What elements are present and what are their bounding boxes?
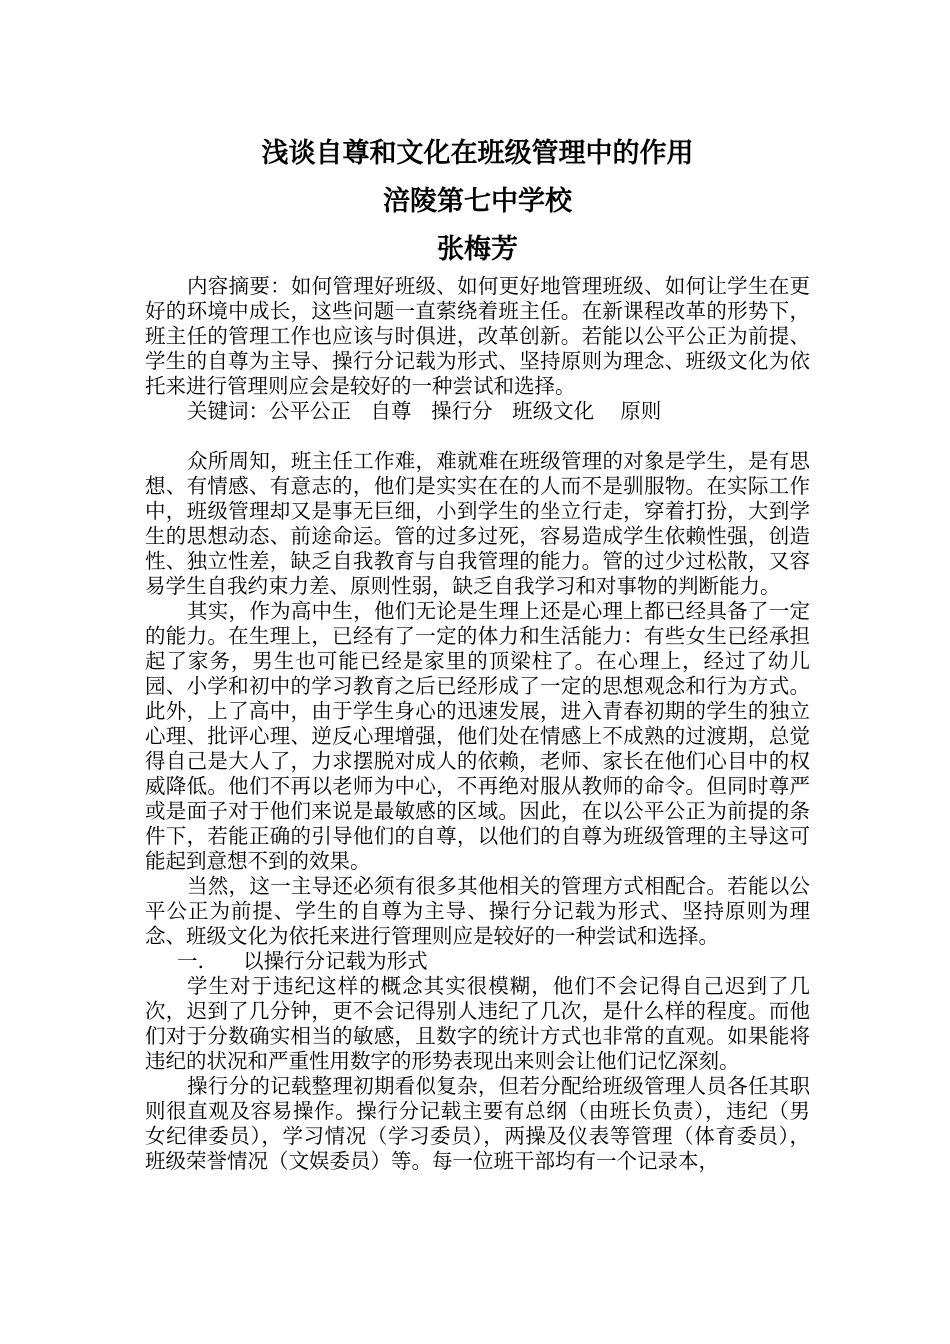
blank-line: [145, 424, 810, 449]
keywords-line: 关键词：公平公正 自尊 操行分 班级文化 原则: [187, 399, 662, 423]
document-page: [145, 130, 810, 1174]
body-paragraph-1: 众所周知，班主任工作难，难就难在班级管理的对象是学生，是有思想、有情感、有意志的，他们是实实在在的人而不是驯服物。在实际工作中，班级管理却又是事无巨细，小到学生的坐立行走，穿着打扮，大到学生的思想动态、前途命运。管的过多过死，容易造成学生依赖性强，创造性、独立性差，缺乏自我教育与自我管理的能力。管的过少过松散，又容易学生自我约束力差、原则性弱，缺乏自我学习和对事物的判断能力。: [145, 449, 810, 598]
section-heading-1: 一. 以操行分记载为形式: [177, 949, 428, 973]
body-paragraph-3: 当然，这一主导还必须有很多其他相关的管理方式相配合。若能以公平公正为前提、学生的自尊为主导、操行分记载为形式、坚持原则为理念、班级文化为依托来进行管理则应是较好的一种尝试和选择。: [145, 874, 810, 948]
author-name: 张梅芳: [437, 234, 518, 265]
body-paragraph-2: 其实，作为高中生，他们无论是生理上还是心理上都已经具备了一定的能力。在生理上，已经有了一定的体力和生活能力：有些女生已经承担起了家务，男生也可能已经是家里的顶梁柱了。在心理上，经过了幼儿园、小学和初中的学习教育之后已经形成了一定的思想观念和行为方式。此外，上了高中，由于学生身心的迅速发展，进入青春初期的学生的独立心理、批评心理、逆反心理增强，他们处在情感上不成熟的过渡期，总觉得自己是大人了，力求摆脱对成人的依赖，老师、家长在他们心目中的权威降低。他们不再以老师为中心，不再绝对服从教师的命令。但同时尊严或是面子对于他们来说是最敏感的区域。因此，在以公平公正为前提的条件下，若能正确的引导他们的自尊，以他们的自尊为班级管理的主导这可能起到意想不到的效果。: [145, 599, 810, 873]
document-title: 浅谈自尊和文化在班级管理中的作用: [261, 138, 694, 169]
abstract-paragraph: 内容摘要：如何管理好班级、如何更好地管理班级、如何让学生在更好的环境中成长，这些问题一直萦绕着班主任。在新课程改革的形势下，班主任的管理工作也应该与时俱进，改革创新。若能以公平公正为前提、学生的自尊为主导、操行分记载为形式、坚持原则为理念、班级文化为依托来进行管理则应会是较好的一种尝试和选择。: [145, 274, 810, 398]
section-1-paragraph-1: 学生对于违纪这样的概念其实很模糊，他们不会记得自己迟到了几次，迟到了几分钟，更不会记得别人违纪了几次，是什么样的程度。而他们对于分数确实相当的敏感，且数字的统计方式也非常的直观。如果能将违纪的状况和严重性用数字的形势表现出来则会让他们记忆深刻。: [145, 974, 810, 1073]
section-1-paragraph-2: 操行分的记载整理初期看似复杂，但若分配给班级管理人员各任其职则很直观及容易操作。操行分记载主要有总纲（由班长负责），违纪（男女纪律委员），学习情况（学习委员），两操及仪表等管理（体育委员），班级荣誉情况（文娱委员）等。每一位班干部均有一个记录本，: [145, 1074, 810, 1173]
school-name: 涪陵第七中学校: [383, 186, 572, 217]
